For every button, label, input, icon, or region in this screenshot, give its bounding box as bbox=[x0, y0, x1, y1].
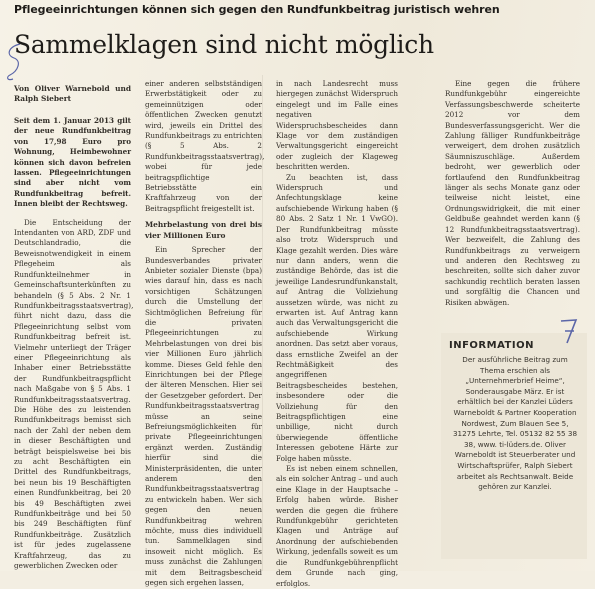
article-headline: Sammelklagen sind nicht möglich bbox=[14, 30, 434, 59]
handwritten-seven-icon bbox=[558, 316, 580, 346]
column-1-body: Die Entscheidung der Intendanten von ARD, ZDF und Deutschlandradio, die Beweisnotwendigkeit in einem Pflegeheim als Rundfunkteilnehmer in Gemeinschaftsunterkünften zu behandeln (§ 5 Abs. 2 Nr. 1 Rundfunkbeitragsstaatsvertrag), führt nicht dazu, dass die Pflegeeinrichtung selbst vom Rundfunkbeitrag befreit ist. Vielmehr unterliegt der Träger einer Pflegeeinrichtung als Inhaber einer Betriebsstätte der Rundfunkbeitragspflicht nach Maßgabe von § 5 Abs. 1 Rundfunkbeitragsstaatsvertrag. Die Höhe des zu leistenden Rundfunkbeitrags bemisst sich nach der Zahl der neben dem in dieser Beschäftigten und beträgt beispielsweise bei bis zu acht Beschäftigten ein Drittel des Rundfunkbeitrags, bei neun bis 19 Beschäftigten einen Rundfunkbeitrag, bei 20 bis 49 Beschäftigten zwei Rundfunkbeiträge und bei 50 bis 249 Beschäftigten fünf Rundfunkbeiträge. Zusätzlich ist für jedes zugelassene Kraftfahrzeug, das zu gewerblichen Zwecken oder bbox=[14, 217, 134, 571]
column-2-body-1: einer anderen selbstständigen Erwerbstätigkeit oder zu gemeinnützigen oder öffentlichen Zwecken genutzt wird, jeweils ein Drittel des Rundfunkbeitrags zu entrichten (§ 5 Abs. 2 Rundfunkbeitragsstaatsvertrag), wobei für jede beitragspflichtige Betriebsstätte ein Kraftfahrzeug von der Beitragspflicht freigestellt ist. bbox=[145, 79, 265, 213]
lead-paragraph: Seit dem 1. Januar 2013 gilt der neue Rundfunkbeitrag von 17,98 Euro pro Wohnung, Heimbewohner können sich davon befreien lassen. Pflegeeinrichtungen sind aber nicht vom Rundfunkbeitrag befreit. Innen bleibt der Rechtsweg. bbox=[14, 116, 131, 209]
info-text: Der ausführliche Beitrag zum Thema erschien als „Unternehmerbrief Heime“, Sonderausgabe März. Er ist erhältlich bei der Kanzlei Lüders Warneboldt & Partner Kooperation Nordwest, Zum Blauen See 5, 31275 Lehrte, Tel. 05132 82 55 38 38, www. ti-lüders.de. Oliver Warneboldt ist Steuerberater und Wirtschaftsprüfer, Ralph Siebert arbeitet als Rechtsanwalt. Beide gehören zur Kanzlei. bbox=[452, 355, 578, 492]
column-2 bbox=[145, 79, 265, 588]
article-kicker: Pflegeeinrichtungen können sich gegen den Rundfunkbeitrag juristisch wehren bbox=[14, 3, 500, 16]
page-fold bbox=[262, 75, 263, 571]
subheading: Mehrbelastung von drei bis vier Millionen Euro bbox=[145, 220, 262, 240]
column-3-body-1: in nach Landesrecht muss hiergegen zunächst Widerspruch eingelegt und im Falle eines negativen Widerspruchsbescheides dann Klage vor dem zuständigen Verwaltungsgericht eingereicht oder zugleich der Klageweg beschritten werden. bbox=[276, 79, 398, 172]
column-3-body-3: Es ist neben einem schnellen, als ein solcher Antrag – und auch eine Klage in der Hauptsache – Erfolg haben würde. Bisher werden die gegen die frühere Rundfunkgebühr gerichteten Klagen und Anträge auf Anordnung der aufschiebenden Wirkung, jedenfalls soweit es um die Rundfunkgebührenpflicht dem Grunde nach ging, erfolglos. bbox=[276, 464, 398, 588]
column-1 bbox=[14, 84, 134, 571]
byline: Von Oliver Warnebold und Ralph Siebert bbox=[14, 84, 131, 103]
info-title: INFORMATION bbox=[449, 340, 534, 351]
column-4-body: Eine gegen die frühere Rundfunkgebühr eingereichte Verfassungsbeschwerde scheiterte 2012 vor dem Bundesverfassungsgericht. Wer die Zahlung fälliger Rundfunkbeiträge verweigert, dem drohen zusätzlich Säumniszuschläge. Außerdem bedroht, wer gewerblich oder fortlaufend den Rundfunkbeitrag länger als sechs Monate ganz oder teilweise nicht leistet, eine Ordnungswidrigkeit, die mit einer Geldbuße geahndet werden kann (§ 12 Rundfunkbeitragsstaatsvertrag). Wer bezweifelt, die Zahlung des Rundfunkbeitrags zu verweigern und anderen den Rechtsweg zu beschreiten, sollte sich daher zuvor sachkundig rechtlich beraten lassen und sorgfältig die Chancen und Risiken abwägen. bbox=[445, 79, 580, 307]
column-3-body-2: Zu beachten ist, dass Widerspruch und Anfechtungsklage keine aufschiebende Wirkung haben (§ 80 Abs. 2 Satz 1 Nr. 1 VwGO). Der Rundfunkbeitrag müsste also trotz Widerspruch und Klage gezahlt werden. Dies wäre nur dann anders, wenn die zuständige Behörde, das ist die jeweilige Landesrundfunkanstalt, auf Antrag die Vollziehung aussetzen würde, was nicht zu erwarten ist. Auf Antrag kann auch das Verwaltungsgericht die aufschiebende Wirkung anordnen. Das setzt aber voraus, dass ernstliche Zweifel an der Rechtmäßigkeit des angegriffenen Beitragsbescheides bestehen, insbesondere oder die Vollziehung für den Beitragspflichtigen eine unbillige, nicht durch überwiegende öffentliche Interessen gebotene Härte zur Folge haben müsste. bbox=[276, 172, 398, 463]
column-4 bbox=[445, 79, 580, 341]
column-3 bbox=[276, 79, 398, 588]
column-2-body-2: Ein Sprecher der Bundesverbandes privater Anbieter sozialer Dienste (bpa) wies darauf hin, dass es nach vorsichtigen Schätzungen durch die Umstellung der Sichtmöglichen Befreiung für die privaten Pflegeeinrichtungen zu Mehrbelastungen von drei bis vier Millionen Euro jährlich komme. Dieses Geld fehle den Einrichtungen bei der Pflege der älteren Menschen. Hier sei der Gesetzgeber gefordert. Der Rundfunkbeitragsstaatsvertrag müsse an seine Befreiungsmöglichkeiten für private Pflegeeinrichtungen ergänzt werden. Zuständig hierfür sind die Ministerpräsidenten, die unter anderem den Rundfunkbeitragsstaatsvertrag zu entwickeln haben. Wer sich gegen den neuen Rundfunkbeitrag wehren möchte, muss dies individuell tun. Sammelklagen sind insoweit nicht möglich. Es muss zunächst die Zahlungen mit dem Beitragsbescheid gegen sich ergehen lassen, bbox=[145, 245, 262, 588]
